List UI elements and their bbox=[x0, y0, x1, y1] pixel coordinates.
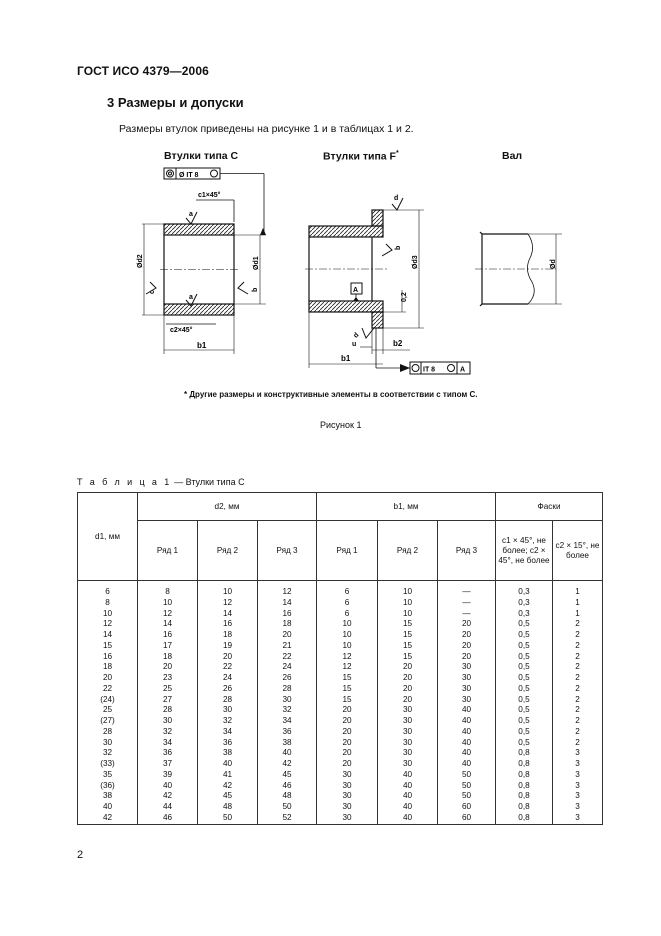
table-cell: 16 bbox=[198, 619, 258, 630]
header-chamfers: Фаски bbox=[496, 493, 603, 521]
header-row2: Ряд 2 bbox=[378, 521, 438, 581]
table-cell: 10 bbox=[378, 609, 438, 620]
table-cell: 22 bbox=[258, 652, 317, 663]
table-cell: 48 bbox=[198, 802, 258, 813]
table-cell: 45 bbox=[258, 770, 317, 781]
table-cell: 26 bbox=[258, 673, 317, 684]
table-cell: 42 bbox=[198, 781, 258, 792]
table-cell: 22 bbox=[198, 662, 258, 673]
table-cell: 46 bbox=[138, 813, 198, 824]
table-cell: 28 bbox=[78, 727, 138, 738]
table-cell: 21 bbox=[258, 641, 317, 652]
figure-footnote: * Другие размеры и конструктивные элементы в соответствии с типом С. bbox=[184, 390, 478, 399]
table-row bbox=[78, 770, 603, 781]
table-cell: 6 bbox=[317, 598, 378, 609]
table-cell: 36 bbox=[258, 727, 317, 738]
table-cell: 40 bbox=[78, 802, 138, 813]
rough-b: b bbox=[252, 287, 259, 292]
table-row bbox=[78, 598, 603, 609]
table-cell: 14 bbox=[78, 630, 138, 641]
table-cell: 3 bbox=[553, 802, 603, 813]
table-cell: 42 bbox=[78, 813, 138, 824]
table-cell: 10 bbox=[317, 641, 378, 652]
table-cell: 12 bbox=[258, 581, 317, 598]
table-cell: 6 bbox=[78, 581, 138, 598]
table-cell: 50 bbox=[438, 791, 496, 802]
table-cell: 30 bbox=[378, 716, 438, 727]
table-cell: 36 bbox=[138, 748, 198, 759]
page-number: 2 bbox=[77, 849, 84, 861]
rough-d-bottom: d bbox=[352, 331, 361, 340]
table-cell: 2 bbox=[553, 695, 603, 706]
table-cell: 34 bbox=[198, 727, 258, 738]
table-cell: 15 bbox=[317, 673, 378, 684]
table-cell: 20 bbox=[438, 619, 496, 630]
table-cell: 0,5 bbox=[496, 630, 553, 641]
standard-header: ГОСТ ИСО 4379—2006 bbox=[77, 64, 209, 78]
dim-d3: Ød3 bbox=[412, 255, 419, 269]
table-cell: 32 bbox=[78, 748, 138, 759]
table-cell: 40 bbox=[378, 813, 438, 824]
label-c1: c1×45° bbox=[198, 192, 221, 199]
dim-b1-f: b1 bbox=[341, 354, 351, 363]
table-cell: 3 bbox=[553, 781, 603, 792]
tol-frame-f-text: IT 8 bbox=[423, 366, 436, 374]
table-body bbox=[78, 581, 603, 825]
table-cell: 19 bbox=[198, 641, 258, 652]
table-cell: 18 bbox=[138, 652, 198, 663]
header-c2: c2 × 15°, не более bbox=[553, 521, 603, 581]
table-row bbox=[78, 652, 603, 663]
table-cell: 2 bbox=[553, 673, 603, 684]
table-row bbox=[78, 759, 603, 770]
table-cell: 22 bbox=[78, 684, 138, 695]
table-cell: 20 bbox=[317, 748, 378, 759]
table-cell: 0,5 bbox=[496, 684, 553, 695]
table-cell: 12 bbox=[198, 598, 258, 609]
table-cell: 40 bbox=[438, 759, 496, 770]
table-cell: 2 bbox=[553, 662, 603, 673]
table-cell: 1 bbox=[553, 598, 603, 609]
table-cell: 0,8 bbox=[496, 759, 553, 770]
table-cell: 0,8 bbox=[496, 748, 553, 759]
label-c2: c2×45° bbox=[170, 327, 193, 334]
table-cell: 20 bbox=[198, 652, 258, 663]
table-cell: 0,8 bbox=[496, 791, 553, 802]
table-cell: 42 bbox=[258, 759, 317, 770]
table-cell: 0,5 bbox=[496, 738, 553, 749]
table-cell: 40 bbox=[438, 705, 496, 716]
header-row1: Ряд 1 bbox=[138, 521, 198, 581]
table-cell: 12 bbox=[138, 609, 198, 620]
table-cell: 40 bbox=[138, 781, 198, 792]
table-cell: 16 bbox=[138, 630, 198, 641]
figure-title-type-c: Втулки типа С bbox=[164, 150, 239, 162]
table-cell: 27 bbox=[138, 695, 198, 706]
table-cell: 12 bbox=[317, 652, 378, 663]
table-row bbox=[78, 727, 603, 738]
table-cell: 0,5 bbox=[496, 727, 553, 738]
header-d1: d1, мм bbox=[78, 493, 138, 581]
dim-b1-c: b1 bbox=[197, 341, 207, 350]
dim-d-shaft: Ød bbox=[550, 259, 557, 269]
table-cell: 40 bbox=[198, 759, 258, 770]
table-cell: (27) bbox=[78, 716, 138, 727]
table-cell: 30 bbox=[378, 738, 438, 749]
table-cell: — bbox=[438, 598, 496, 609]
table-cell: 16 bbox=[78, 652, 138, 663]
table-cell: 28 bbox=[138, 705, 198, 716]
table-cell: 45 bbox=[198, 791, 258, 802]
table-cell: 0,5 bbox=[496, 716, 553, 727]
table-cell: 15 bbox=[78, 641, 138, 652]
table-cell: 42 bbox=[138, 791, 198, 802]
table-cell: 48 bbox=[258, 791, 317, 802]
table-cell: 0,8 bbox=[496, 813, 553, 824]
table-cell: 10 bbox=[378, 581, 438, 598]
table-cell: 2 bbox=[553, 619, 603, 630]
figure-title-type-f-text: Втулки типа F bbox=[323, 150, 396, 163]
table-cell: 2 bbox=[553, 738, 603, 749]
table-cell: 30 bbox=[378, 705, 438, 716]
table-cell: 34 bbox=[138, 738, 198, 749]
table-row bbox=[78, 716, 603, 727]
table-cell: 10 bbox=[138, 598, 198, 609]
table-cell: 40 bbox=[378, 770, 438, 781]
table-cell: 50 bbox=[438, 781, 496, 792]
table-cell: 30 bbox=[198, 705, 258, 716]
table-cell: 24 bbox=[198, 673, 258, 684]
table-cell: 16 bbox=[258, 609, 317, 620]
table-cell: 37 bbox=[138, 759, 198, 770]
table-cell: 0,8 bbox=[496, 770, 553, 781]
table-row bbox=[78, 662, 603, 673]
table-cell: 18 bbox=[258, 619, 317, 630]
table-cell: 38 bbox=[258, 738, 317, 749]
table-cell: 40 bbox=[438, 748, 496, 759]
table-row bbox=[78, 748, 603, 759]
table-cell: 20 bbox=[258, 630, 317, 641]
header-row3: Ряд 3 bbox=[438, 521, 496, 581]
table-cell: 20 bbox=[438, 641, 496, 652]
table-cell: 20 bbox=[78, 673, 138, 684]
table-cell: 40 bbox=[378, 791, 438, 802]
table-cell: 44 bbox=[138, 802, 198, 813]
table-cell: 15 bbox=[317, 684, 378, 695]
type-c-drawing bbox=[137, 168, 266, 354]
table-cell: 0,3 bbox=[496, 609, 553, 620]
table-cell: 38 bbox=[78, 791, 138, 802]
table-cell: 40 bbox=[378, 802, 438, 813]
table-cell: 40 bbox=[438, 738, 496, 749]
table-cell: 50 bbox=[198, 813, 258, 824]
table-cell: 0,5 bbox=[496, 652, 553, 663]
table-cell: 30 bbox=[78, 738, 138, 749]
table-cell: 3 bbox=[553, 770, 603, 781]
table-cell: 6 bbox=[317, 609, 378, 620]
table-cell: 40 bbox=[438, 716, 496, 727]
table-cell: 60 bbox=[438, 802, 496, 813]
rough-d-top: d bbox=[394, 195, 399, 202]
table-cell: 8 bbox=[138, 581, 198, 598]
header-d2: d2, мм bbox=[138, 493, 317, 521]
bushing-drawing bbox=[120, 162, 580, 382]
rough-c: c bbox=[149, 290, 156, 294]
table-cell: 0,5 bbox=[496, 695, 553, 706]
table-cell: 2 bbox=[553, 727, 603, 738]
table-cell: 40 bbox=[438, 727, 496, 738]
table-cell: 18 bbox=[198, 630, 258, 641]
header-row2: Ряд 2 bbox=[198, 521, 258, 581]
table-cell: 8 bbox=[78, 598, 138, 609]
table-cell: 0,5 bbox=[496, 641, 553, 652]
table-cell: 30 bbox=[378, 748, 438, 759]
table-row bbox=[78, 630, 603, 641]
table-cell: 3 bbox=[553, 791, 603, 802]
table-cell: 20 bbox=[317, 738, 378, 749]
table-row bbox=[78, 609, 603, 620]
table-cell: 25 bbox=[138, 684, 198, 695]
figure-title-type-f bbox=[323, 150, 399, 163]
table-cell: 20 bbox=[317, 716, 378, 727]
table-cell: 2 bbox=[553, 652, 603, 663]
table-cell: 20 bbox=[317, 759, 378, 770]
table-cell: 46 bbox=[258, 781, 317, 792]
table-row bbox=[78, 581, 603, 598]
table-cell: 24 bbox=[258, 662, 317, 673]
table-cell: 23 bbox=[138, 673, 198, 684]
table-cell: 41 bbox=[198, 770, 258, 781]
table-cell: 1 bbox=[553, 581, 603, 598]
table-cell: 1 bbox=[553, 609, 603, 620]
table-cell: 17 bbox=[138, 641, 198, 652]
type-f-drawing bbox=[305, 195, 470, 374]
dim-02: 0,2 bbox=[401, 292, 408, 302]
table-caption-prefix: Т а б л и ц а 1 bbox=[77, 477, 172, 487]
table-cell: 39 bbox=[138, 770, 198, 781]
header-row1: Ряд 1 bbox=[317, 521, 378, 581]
table-cell: 32 bbox=[198, 716, 258, 727]
table-cell: 0,5 bbox=[496, 705, 553, 716]
rough-a-top: a bbox=[189, 211, 193, 218]
table-cell: 12 bbox=[317, 662, 378, 673]
table-row bbox=[78, 781, 603, 792]
table-cell: 30 bbox=[138, 716, 198, 727]
header-c1: c1 × 45°, не более; c2 × 45°, не более bbox=[496, 521, 553, 581]
table-row bbox=[78, 791, 603, 802]
table-row bbox=[78, 695, 603, 706]
table-cell: 32 bbox=[138, 727, 198, 738]
table-cell: 0,3 bbox=[496, 598, 553, 609]
table-cell: (24) bbox=[78, 695, 138, 706]
table-cell: 15 bbox=[378, 619, 438, 630]
table-cell: 12 bbox=[78, 619, 138, 630]
shaft-drawing bbox=[475, 232, 562, 306]
table-cell: 30 bbox=[317, 770, 378, 781]
table-cell: 3 bbox=[553, 759, 603, 770]
section-intro: Размеры втулок приведены на рисунке 1 и в таблицах 1 и 2. bbox=[119, 123, 414, 135]
table-cell: 20 bbox=[438, 630, 496, 641]
table-cell: 30 bbox=[317, 813, 378, 824]
table-cell: 2 bbox=[553, 630, 603, 641]
table-cell: 14 bbox=[198, 609, 258, 620]
table-cell: 50 bbox=[258, 802, 317, 813]
dim-d2: Ød2 bbox=[137, 254, 144, 268]
table-cell: 30 bbox=[378, 759, 438, 770]
table-cell: 30 bbox=[317, 781, 378, 792]
table-cell: 20 bbox=[378, 695, 438, 706]
tol-frame-c-text: Ø IT 8 bbox=[179, 172, 199, 179]
table-cell: 14 bbox=[138, 619, 198, 630]
table-cell: 25 bbox=[78, 705, 138, 716]
table-cell: 15 bbox=[378, 652, 438, 663]
figure-caption: Рисунок 1 bbox=[320, 420, 362, 430]
table-cell: 10 bbox=[198, 581, 258, 598]
table-cell: 0,8 bbox=[496, 781, 553, 792]
dim-u: u bbox=[352, 341, 357, 348]
table-row bbox=[78, 813, 603, 824]
table-cell: 52 bbox=[258, 813, 317, 824]
table-cell: 2 bbox=[553, 705, 603, 716]
table-row bbox=[78, 802, 603, 813]
table-cell: 0,3 bbox=[496, 581, 553, 598]
datum-a: A bbox=[353, 287, 359, 294]
section-title: 3 Размеры и допуски bbox=[107, 95, 244, 110]
rough-a-bottom: a bbox=[189, 294, 193, 301]
table-cell: 30 bbox=[438, 673, 496, 684]
table-cell: — bbox=[438, 581, 496, 598]
table-cell: 20 bbox=[378, 684, 438, 695]
table-cell: 32 bbox=[258, 705, 317, 716]
table-cell: 30 bbox=[438, 695, 496, 706]
table-cell: 10 bbox=[317, 630, 378, 641]
table-cell: 2 bbox=[553, 684, 603, 695]
table-row bbox=[78, 684, 603, 695]
table-row bbox=[78, 641, 603, 652]
dim-d1: Ød1 bbox=[253, 256, 260, 270]
table-cell: 0,5 bbox=[496, 662, 553, 673]
table-row bbox=[78, 619, 603, 630]
table-cell: 20 bbox=[317, 727, 378, 738]
table-cell: — bbox=[438, 609, 496, 620]
table-cell: 28 bbox=[198, 695, 258, 706]
table-cell: 35 bbox=[78, 770, 138, 781]
header-row3: Ряд 3 bbox=[258, 521, 317, 581]
figure-title-shaft: Вал bbox=[502, 150, 523, 162]
table-type-c bbox=[77, 492, 603, 825]
table-cell: 38 bbox=[198, 748, 258, 759]
table-cell: 36 bbox=[198, 738, 258, 749]
table-cell: 60 bbox=[438, 813, 496, 824]
table-cell: 30 bbox=[317, 791, 378, 802]
table-cell: 30 bbox=[438, 684, 496, 695]
table-cell: (33) bbox=[78, 759, 138, 770]
header-b1: b1, мм bbox=[317, 493, 496, 521]
table-cell: 2 bbox=[553, 641, 603, 652]
table-cell: 0,5 bbox=[496, 619, 553, 630]
table-row bbox=[78, 673, 603, 684]
table-caption-rest: — Втулки типа С bbox=[171, 477, 245, 487]
table-cell: 40 bbox=[258, 748, 317, 759]
table-cell: 10 bbox=[78, 609, 138, 620]
table-cell: 26 bbox=[198, 684, 258, 695]
table-cell: 20 bbox=[317, 705, 378, 716]
table-cell: 2 bbox=[553, 716, 603, 727]
table-cell: 0,8 bbox=[496, 802, 553, 813]
tol-frame-f-datum: A bbox=[460, 366, 466, 374]
table-cell: 20 bbox=[378, 673, 438, 684]
table-cell: 10 bbox=[378, 598, 438, 609]
table-cell: 3 bbox=[553, 813, 603, 824]
table-cell: 18 bbox=[78, 662, 138, 673]
table-row bbox=[78, 738, 603, 749]
table-cell: 30 bbox=[258, 695, 317, 706]
table-cell: 30 bbox=[438, 662, 496, 673]
rough-b-f: b bbox=[395, 245, 402, 250]
table-cell: 20 bbox=[138, 662, 198, 673]
table-cell: 50 bbox=[438, 770, 496, 781]
table-cell: 6 bbox=[317, 581, 378, 598]
table-cell: 28 bbox=[258, 684, 317, 695]
table-cell: 3 bbox=[553, 748, 603, 759]
table-cell: 10 bbox=[317, 619, 378, 630]
table-cell: 15 bbox=[378, 630, 438, 641]
table-cell: 14 bbox=[258, 598, 317, 609]
table-cell: (36) bbox=[78, 781, 138, 792]
table-cell: 34 bbox=[258, 716, 317, 727]
table-cell: 0,5 bbox=[496, 673, 553, 684]
table-cell: 15 bbox=[317, 695, 378, 706]
table-cell: 30 bbox=[378, 727, 438, 738]
table-cell: 40 bbox=[378, 781, 438, 792]
table-cell: 20 bbox=[378, 662, 438, 673]
dim-b2: b2 bbox=[393, 339, 403, 348]
table-cell: 15 bbox=[378, 641, 438, 652]
table-cell: 20 bbox=[438, 652, 496, 663]
figure-title-type-f-mark: * bbox=[395, 150, 399, 157]
table-row bbox=[78, 705, 603, 716]
table-cell: 30 bbox=[317, 802, 378, 813]
table-caption bbox=[77, 477, 245, 487]
